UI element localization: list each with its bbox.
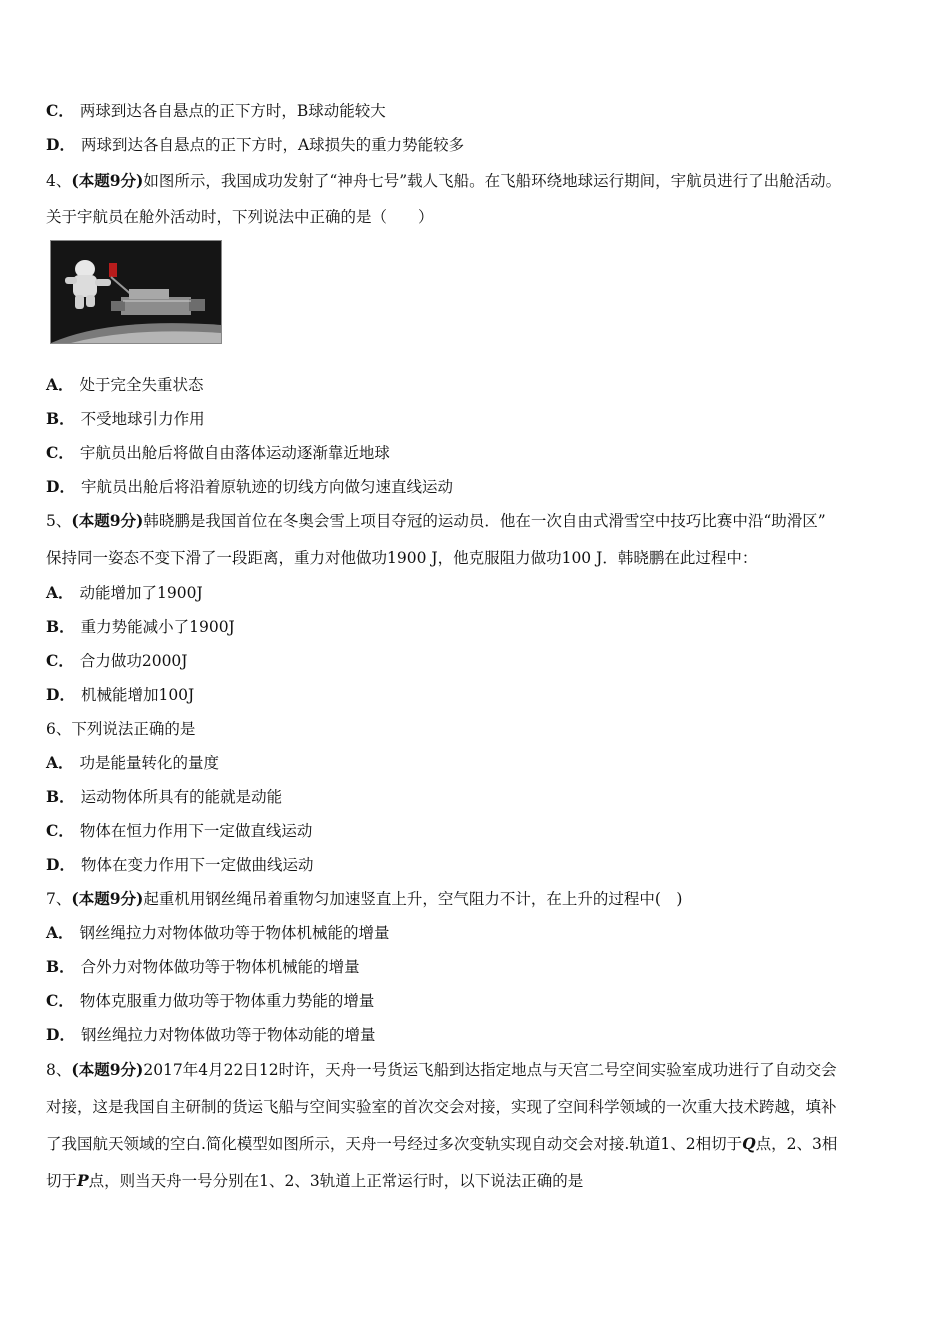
option-label: A．: [46, 375, 74, 394]
stem-text: 切于: [46, 1172, 78, 1190]
option-text: 两球到达各自悬点的正下方时，B球动能较大: [79, 102, 386, 120]
option-label: A．: [46, 583, 74, 602]
q6-option-b: [46, 787, 282, 807]
q7-option-a: [46, 923, 390, 943]
option-label: D．: [46, 685, 75, 704]
option-label: B．: [46, 617, 75, 636]
question-stem: 韩晓鹏是我国首位在冬奥会雪上项目夺冠的运动员．他在一次自由式滑雪空中技巧比赛中沿“助滑区”: [143, 512, 826, 530]
option-text: 合力做功2000J: [79, 652, 188, 670]
option-label: C．: [46, 101, 74, 120]
q6-option-a: [46, 753, 219, 773]
option-label: D．: [46, 135, 75, 154]
q3-option-d: [46, 135, 464, 155]
q7-option-b: [46, 957, 360, 977]
q6-stem: [46, 719, 195, 739]
option-text: 两球到达各自悬点的正下方时，A球损失的重力势能较多: [80, 136, 465, 154]
option-text: 运动物体所具有的能就是动能: [80, 788, 283, 806]
question-score: (本题9分): [71, 889, 144, 908]
option-label: B．: [46, 409, 75, 428]
option-text: 物体在变力作用下一定做曲线运动: [80, 856, 314, 874]
question-number: 7、: [46, 890, 72, 908]
astronaut-spacewalk-photo: [50, 240, 222, 344]
option-label: C．: [46, 651, 74, 670]
q4-option-a: [46, 375, 204, 395]
stem-text: 了我国航天领域的空白.简化模型如图所示，天舟一号经过多次变轨实现自动交会对接.轨道1、2相切于: [46, 1135, 743, 1153]
q6-option-c: [46, 821, 312, 841]
question-number: 6、: [46, 720, 72, 738]
stem-text: 点，则当天舟一号分别在1、2、3轨道上正常运行时，以下说法正确的是: [88, 1172, 584, 1190]
q5-stem-line-2: 保持同一姿态不变下滑了一段距离，重力对他做功1900 J，他克服阻力做功100 J．韩晓鹏在此过程中：: [46, 549, 758, 567]
option-text: 功是能量转化的量度: [79, 754, 220, 772]
option-text: 机械能增加100J: [80, 686, 195, 704]
q7-stem: [46, 889, 682, 909]
option-text: 宇航员出舱后将沿着原轨迹的切线方向做匀速直线运动: [80, 478, 453, 496]
q4-option-d: [46, 477, 453, 497]
option-text: 钢丝绳拉力对物体做功等于物体机械能的增量: [79, 924, 390, 942]
q4-option-c: [46, 443, 390, 463]
option-label: B．: [46, 957, 75, 976]
astronaut-spacewalk-image: [51, 241, 221, 343]
question-number: 5、: [46, 512, 72, 530]
option-label: D．: [46, 477, 75, 496]
option-label: D．: [46, 1025, 75, 1044]
q4-option-b: [46, 409, 205, 429]
question-stem: 如图所示，我国成功发射了“神舟七号”载人飞船。在飞船环绕地球运行期间，宇航员进行了出舱活动。: [143, 172, 842, 190]
option-text: 钢丝绳拉力对物体做功等于物体动能的增量: [80, 1026, 376, 1044]
option-label: C．: [46, 443, 74, 462]
question-stem: 起重机用钢丝绳吊着重物匀加速竖直上升，空气阻力不计，在上升的过程中( ): [143, 890, 683, 908]
q5-option-b: [46, 617, 235, 637]
q8-stem-line-3: [46, 1134, 837, 1154]
option-text: 合外力对物体做功等于物体机械能的增量: [80, 958, 360, 976]
option-text: 物体克服重力做功等于物体重力势能的增量: [79, 992, 375, 1010]
question-number: 8、: [46, 1061, 72, 1079]
option-label: A．: [46, 753, 74, 772]
option-label: D．: [46, 855, 75, 874]
q3-option-c: [46, 101, 386, 121]
q4-stem-line-1: [46, 171, 841, 191]
q6-option-d: [46, 855, 313, 875]
question-score: (本题9分): [71, 1060, 144, 1079]
q4-stem-line-2: 关于宇航员在舱外活动时，下列说法中正确的是（ ）: [46, 208, 434, 226]
option-label: C．: [46, 821, 74, 840]
q8-stem-line-1: [46, 1060, 837, 1080]
q5-option-c: [46, 651, 188, 671]
option-label: C．: [46, 991, 74, 1010]
q5-stem-line-1: [46, 511, 826, 531]
stem-text: 点，2、3相: [755, 1135, 838, 1153]
option-text: 宇航员出舱后将做自由落体运动逐渐靠近地球: [79, 444, 390, 462]
question-score: (本题9分): [71, 171, 144, 190]
q8-stem-line-4: [46, 1171, 583, 1191]
q5-option-d: [46, 685, 194, 705]
question-stem: 下列说法正确的是: [71, 720, 196, 738]
question-stem: 2017年4月22日12时许，天舟一号货运飞船到达指定地点与天宫二号空间实验室成功进行了自动交会: [143, 1061, 837, 1079]
point-q-label: Q: [742, 1134, 756, 1153]
q7-option-d: [46, 1025, 375, 1045]
option-text: 动能增加了1900J: [79, 584, 203, 602]
option-text: 处于完全失重状态: [79, 376, 204, 394]
option-text: 不受地球引力作用: [80, 410, 205, 428]
q7-option-c: [46, 991, 374, 1011]
question-score: (本题9分): [71, 511, 144, 530]
point-p-label: P: [77, 1171, 89, 1190]
option-label: A．: [46, 923, 74, 942]
option-text: 重力势能减小了1900J: [80, 618, 235, 636]
option-text: 物体在恒力作用下一定做直线运动: [79, 822, 313, 840]
q5-option-a: [46, 583, 203, 603]
option-label: B．: [46, 787, 75, 806]
question-number: 4、: [46, 172, 72, 190]
q8-stem-line-2: 对接，这是我国自主研制的货运飞船与空间实验室的首次交会对接，实现了空间科学领域的一次重大技术跨越，填补: [46, 1098, 837, 1116]
